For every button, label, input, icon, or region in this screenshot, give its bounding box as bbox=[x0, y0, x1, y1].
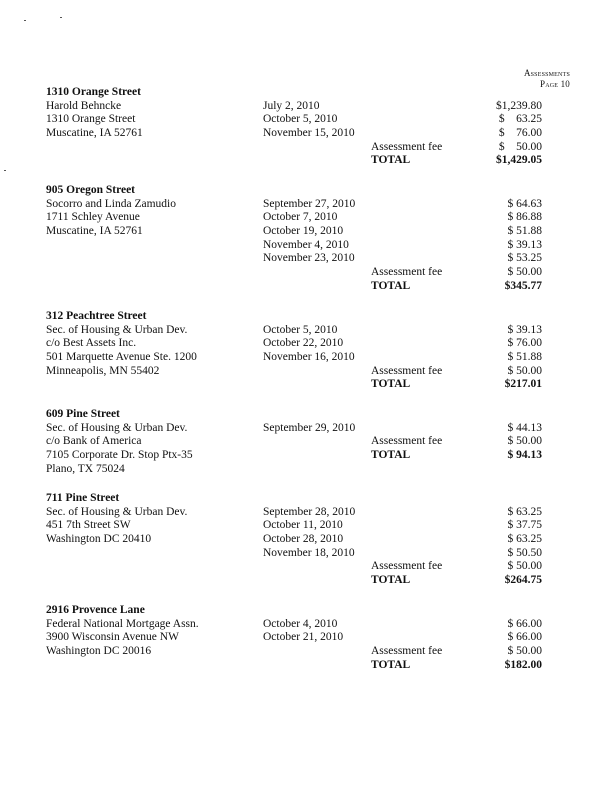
assessment-date: October 4, 2010 bbox=[263, 617, 338, 630]
property-address-heading: 2916 Provence Lane bbox=[46, 604, 145, 616]
total-label: TOTAL bbox=[371, 658, 411, 671]
assessment-date: July 2, 2010 bbox=[263, 99, 320, 112]
assessment-row bbox=[46, 631, 546, 645]
assessment-date: October 5, 2010 bbox=[263, 323, 338, 336]
assessment-row bbox=[46, 365, 546, 379]
assessment-date: November 16, 2010 bbox=[263, 351, 355, 364]
owner-address-line: Sec. of Housing & Urban Dev. bbox=[46, 505, 188, 518]
amount: $ 44.13 bbox=[507, 421, 542, 434]
amount: $ 63.25 bbox=[507, 505, 542, 518]
amount: $ 50.00 bbox=[498, 140, 542, 153]
assessment-date: October 11, 2010 bbox=[263, 519, 343, 532]
amount: $ 64.63 bbox=[507, 197, 542, 210]
assessment-row bbox=[46, 266, 546, 280]
owner-address-line: Washington DC 20410 bbox=[46, 533, 152, 546]
assessment-date: September 29, 2010 bbox=[263, 421, 356, 434]
owner-address-line: Muscatine, IA 52761 bbox=[46, 225, 143, 238]
amount: $ 39.13 bbox=[507, 323, 542, 336]
row-label: Assessment fee bbox=[371, 266, 443, 279]
amount: $ 51.88 bbox=[507, 351, 542, 364]
assessment-row bbox=[46, 533, 546, 547]
amount: $ 86.88 bbox=[507, 211, 542, 224]
total-label: TOTAL bbox=[371, 574, 411, 587]
row-label: Assessment fee bbox=[371, 364, 443, 377]
assessment-row bbox=[46, 463, 546, 477]
amount: $ 37.75 bbox=[507, 519, 542, 532]
assessment-row bbox=[46, 324, 546, 338]
assessment-row bbox=[46, 351, 546, 365]
property-address-heading: 905 Oregon Street bbox=[46, 184, 136, 196]
assessment-date: September 28, 2010 bbox=[263, 505, 356, 518]
assessment-row bbox=[46, 252, 546, 266]
assessment-date: November 4, 2010 bbox=[263, 238, 349, 251]
total-amount: $264.75 bbox=[504, 574, 542, 587]
row-label: Assessment fee bbox=[371, 560, 443, 573]
assessment-row bbox=[46, 378, 546, 392]
property-section bbox=[46, 86, 546, 168]
property-section bbox=[46, 604, 546, 672]
assessment-row bbox=[46, 422, 546, 436]
row-label: Assessment fee bbox=[371, 645, 443, 658]
assessment-row bbox=[46, 225, 546, 239]
total-label: TOTAL bbox=[371, 378, 411, 391]
assessment-row bbox=[46, 127, 546, 141]
amount: $ 50.00 bbox=[507, 645, 542, 658]
total-amount: $345.77 bbox=[504, 279, 542, 292]
owner-address-line: Sec. of Housing & Urban Dev. bbox=[46, 323, 188, 336]
owner-address-line: Plano, TX 75024 bbox=[46, 462, 125, 475]
assessment-row bbox=[46, 141, 546, 155]
owner-address-line: 451 7th Street SW bbox=[46, 519, 131, 532]
assessment-row bbox=[46, 506, 546, 520]
total-label: TOTAL bbox=[371, 449, 411, 462]
assessment-date: October 7, 2010 bbox=[263, 211, 338, 224]
owner-address-line: Socorro and Linda Zamudio bbox=[46, 197, 176, 210]
owner-address-line: 1711 Schley Avenue bbox=[46, 211, 140, 224]
owner-address-line: Sec. of Housing & Urban Dev. bbox=[46, 421, 188, 434]
amount: $ 50.00 bbox=[507, 364, 542, 377]
scan-mark bbox=[24, 20, 26, 21]
owner-address-line: 1310 Orange Street bbox=[46, 113, 136, 126]
property-section bbox=[46, 310, 546, 392]
property-section bbox=[46, 184, 546, 294]
assessment-row bbox=[46, 280, 546, 294]
amount: $ 50.50 bbox=[507, 546, 542, 559]
owner-address-line: 7105 Corporate Dr. Stop Ptx-35 bbox=[46, 449, 193, 462]
property-address-heading: 1310 Orange Street bbox=[46, 86, 141, 98]
property-section bbox=[46, 408, 546, 476]
assessment-row bbox=[46, 449, 546, 463]
owner-address-line: Muscatine, IA 52761 bbox=[46, 127, 143, 140]
assessment-date: October 21, 2010 bbox=[263, 631, 344, 644]
assessment-row bbox=[46, 645, 546, 659]
owner-address-line: 501 Marquette Avenue Ste. 1200 bbox=[46, 351, 197, 364]
property-address-heading: 609 Pine Street bbox=[46, 408, 120, 420]
total-amount: $ 94.13 bbox=[507, 449, 542, 462]
property-address-heading: 711 Pine Street bbox=[46, 492, 120, 504]
assessment-row bbox=[46, 435, 546, 449]
amount: $ 50.00 bbox=[507, 266, 542, 279]
assessment-row bbox=[46, 154, 546, 168]
assessment-row bbox=[46, 239, 546, 253]
total-amount: $217.01 bbox=[504, 378, 542, 391]
amount: $ 66.00 bbox=[507, 617, 542, 630]
owner-address-line: Washington DC 20016 bbox=[46, 645, 152, 658]
assessment-row bbox=[46, 100, 546, 114]
owner-address-line: 3900 Wisconsin Avenue NW bbox=[46, 631, 179, 644]
property-address-heading: 312 Peachtree Street bbox=[46, 310, 147, 322]
amount: $ 76.00 bbox=[507, 337, 542, 350]
amount: $ 76.00 bbox=[498, 127, 542, 140]
amount: $1,239.80 bbox=[496, 99, 542, 112]
assessment-date: October 5, 2010 bbox=[263, 113, 338, 126]
assessment-row bbox=[46, 659, 546, 673]
total-label: TOTAL bbox=[371, 154, 411, 167]
assessment-date: September 27, 2010 bbox=[263, 197, 356, 210]
owner-address-line: Harold Behncke bbox=[46, 99, 122, 112]
assessment-row bbox=[46, 519, 546, 533]
scan-mark bbox=[4, 170, 6, 171]
row-label: Assessment fee bbox=[371, 140, 443, 153]
total-amount: $1,429.05 bbox=[496, 154, 542, 167]
amount: $ 63.25 bbox=[498, 113, 542, 126]
owner-address-line: Federal National Mortgage Assn. bbox=[46, 617, 199, 630]
amount: $ 63.25 bbox=[507, 533, 542, 546]
assessment-row bbox=[46, 337, 546, 351]
owner-address-line: c/o Bank of America bbox=[46, 435, 142, 448]
assessment-date: October 28, 2010 bbox=[263, 533, 344, 546]
assessment-date: October 22, 2010 bbox=[263, 337, 344, 350]
assessment-date: November 15, 2010 bbox=[263, 127, 355, 140]
owner-address-line: Minneapolis, MN 55402 bbox=[46, 364, 160, 377]
header-title: Assessments bbox=[523, 68, 570, 78]
assessment-row bbox=[46, 198, 546, 212]
header-page-number: Page 10 bbox=[540, 79, 570, 89]
amount: $ 51.88 bbox=[507, 225, 542, 238]
assessment-row bbox=[46, 211, 546, 225]
assessment-row bbox=[46, 574, 546, 588]
amount: $ 50.00 bbox=[507, 435, 542, 448]
assessment-row bbox=[46, 560, 546, 574]
amount: $ 53.25 bbox=[507, 252, 542, 265]
assessment-date: October 19, 2010 bbox=[263, 225, 344, 238]
assessment-row bbox=[46, 547, 546, 561]
property-section bbox=[46, 492, 546, 588]
amount: $ 66.00 bbox=[507, 631, 542, 644]
assessment-date: November 18, 2010 bbox=[263, 546, 355, 559]
assessment-date: November 23, 2010 bbox=[263, 252, 355, 265]
assessment-row bbox=[46, 113, 546, 127]
total-label: TOTAL bbox=[371, 279, 411, 292]
amount: $ 39.13 bbox=[507, 238, 542, 251]
scan-mark bbox=[60, 17, 62, 18]
amount: $ 50.00 bbox=[507, 560, 542, 573]
assessment-row bbox=[46, 618, 546, 632]
owner-address-line: c/o Best Assets Inc. bbox=[46, 337, 137, 350]
total-amount: $182.00 bbox=[504, 658, 542, 671]
row-label: Assessment fee bbox=[371, 435, 443, 448]
